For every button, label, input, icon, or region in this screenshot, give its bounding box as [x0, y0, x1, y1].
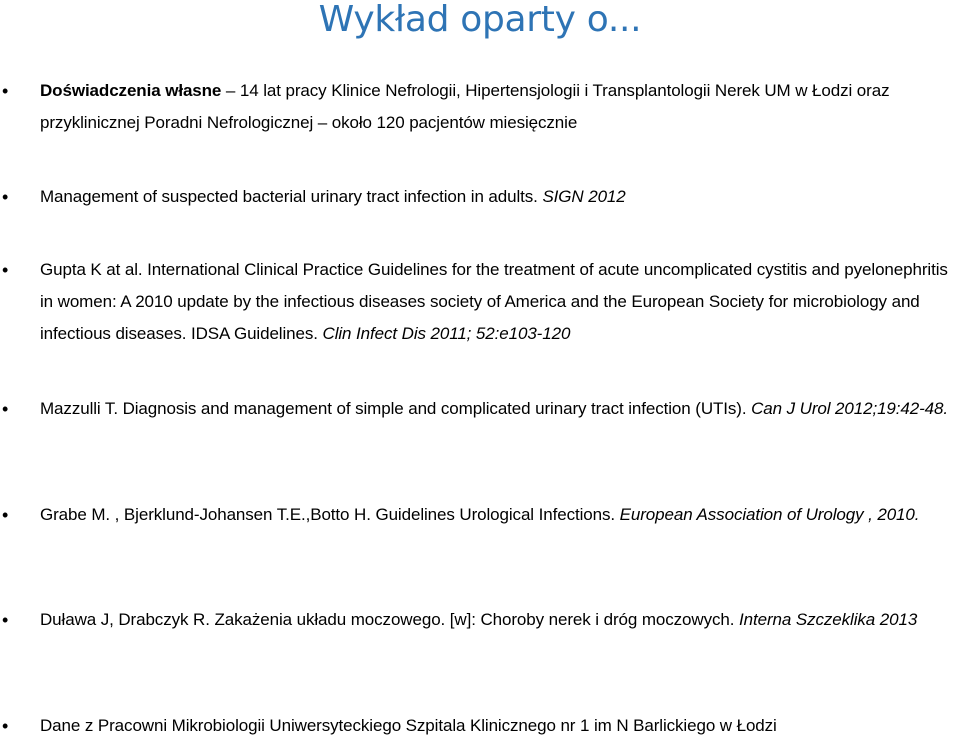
reference-source: European Association of Urology , 2010. — [619, 505, 920, 524]
reference-body: Grabe M. , Bjerklund-Johansen T.E.,Botto H. Guidelines Urological Infections. — [40, 505, 620, 524]
reference-source: Interna Szczeklika 2013 — [738, 610, 918, 629]
reference-body: Management of suspected bacterial urinary tract infection in adults. — [40, 187, 543, 206]
reference-text — [40, 710, 958, 742]
reference-body: Duława J, Drabczyk R. Zakażenia układu moczowego. [w]: Choroby nerek i dróg moczowych. — [40, 610, 739, 629]
bullet-icon: • — [2, 260, 9, 280]
reference-text — [40, 75, 958, 139]
bullet-icon: • — [2, 716, 9, 736]
bullet-icon: • — [2, 399, 9, 419]
bullet-icon: • — [2, 505, 9, 525]
reference-source: Can J Urol 2012;19:42-48. — [751, 399, 949, 418]
reference-body: Gupta K at al. International Clinical Practice Guidelines for the treatment of acute uncomplicated cystitis and pyelonephritis in women: A 2010 update by the infectious diseases society of America and the European Society for microbiology and infectious diseases. IDSA Guidelines. — [40, 260, 948, 343]
reference-text — [40, 254, 958, 350]
bullet-icon: • — [2, 81, 9, 101]
slide-title: Wykład oparty o... — [318, 0, 642, 40]
bullet-icon: • — [2, 187, 9, 207]
reference-text — [40, 604, 958, 636]
reference-text — [40, 181, 958, 213]
bullet-icon: • — [2, 610, 9, 630]
reference-body: – 14 lat pracy Klinice Nefrologii, Hipertensjologii i Transplantologii Nerek UM w Łodzi oraz przyklinicznej Poradni Nefrologicznej – około 120 pacjentów miesięcznie — [40, 81, 890, 132]
reference-lead: Doświadczenia własne — [40, 81, 222, 100]
reference-text — [40, 393, 958, 425]
reference-body: Mazzulli T. Diagnosis and management of simple and complicated urinary tract infection (UTIs). — [40, 399, 752, 418]
reference-text — [40, 499, 958, 531]
reference-body: Dane z Pracowni Mikrobiologii Uniwersyteckiego Szpitala Klinicznego nr 1 im N Barlickiego w Łodzi — [40, 716, 777, 735]
reference-source: Clin Infect Dis 2011; 52:e103-120 — [322, 324, 571, 343]
reference-source: SIGN 2012 — [542, 187, 626, 206]
